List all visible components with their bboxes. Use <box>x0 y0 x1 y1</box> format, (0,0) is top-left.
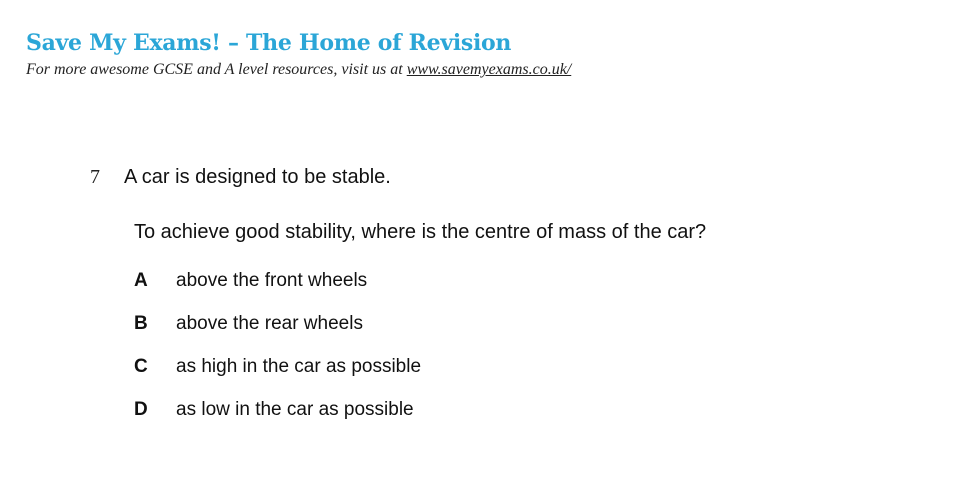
question-stem: A car is designed to be stable. <box>124 166 391 188</box>
option-c[interactable] <box>134 354 421 380</box>
option-b[interactable] <box>134 311 363 337</box>
subtitle-text: For more awesome GCSE and A level resources, visit us at <box>26 61 407 78</box>
option-letter: D <box>134 399 148 420</box>
option-text: as low in the car as possible <box>176 399 414 420</box>
question-number: 7 <box>90 166 100 188</box>
site-title: Save My Exams! – The Home of Revision <box>26 30 512 56</box>
question-prompt: To achieve good stability, where is the centre of mass of the car? <box>134 221 707 243</box>
site-subtitle <box>26 61 571 79</box>
option-d[interactable] <box>134 397 414 423</box>
option-text: as high in the car as possible <box>176 356 422 377</box>
option-text: above the front wheels <box>176 270 368 291</box>
option-letter: A <box>134 270 148 291</box>
option-a[interactable] <box>134 268 367 294</box>
option-letter: B <box>134 313 148 334</box>
website-link[interactable]: www.savemyexams.co.uk/ <box>406 61 572 78</box>
option-letter: C <box>134 356 148 377</box>
option-text: above the rear wheels <box>176 313 363 334</box>
